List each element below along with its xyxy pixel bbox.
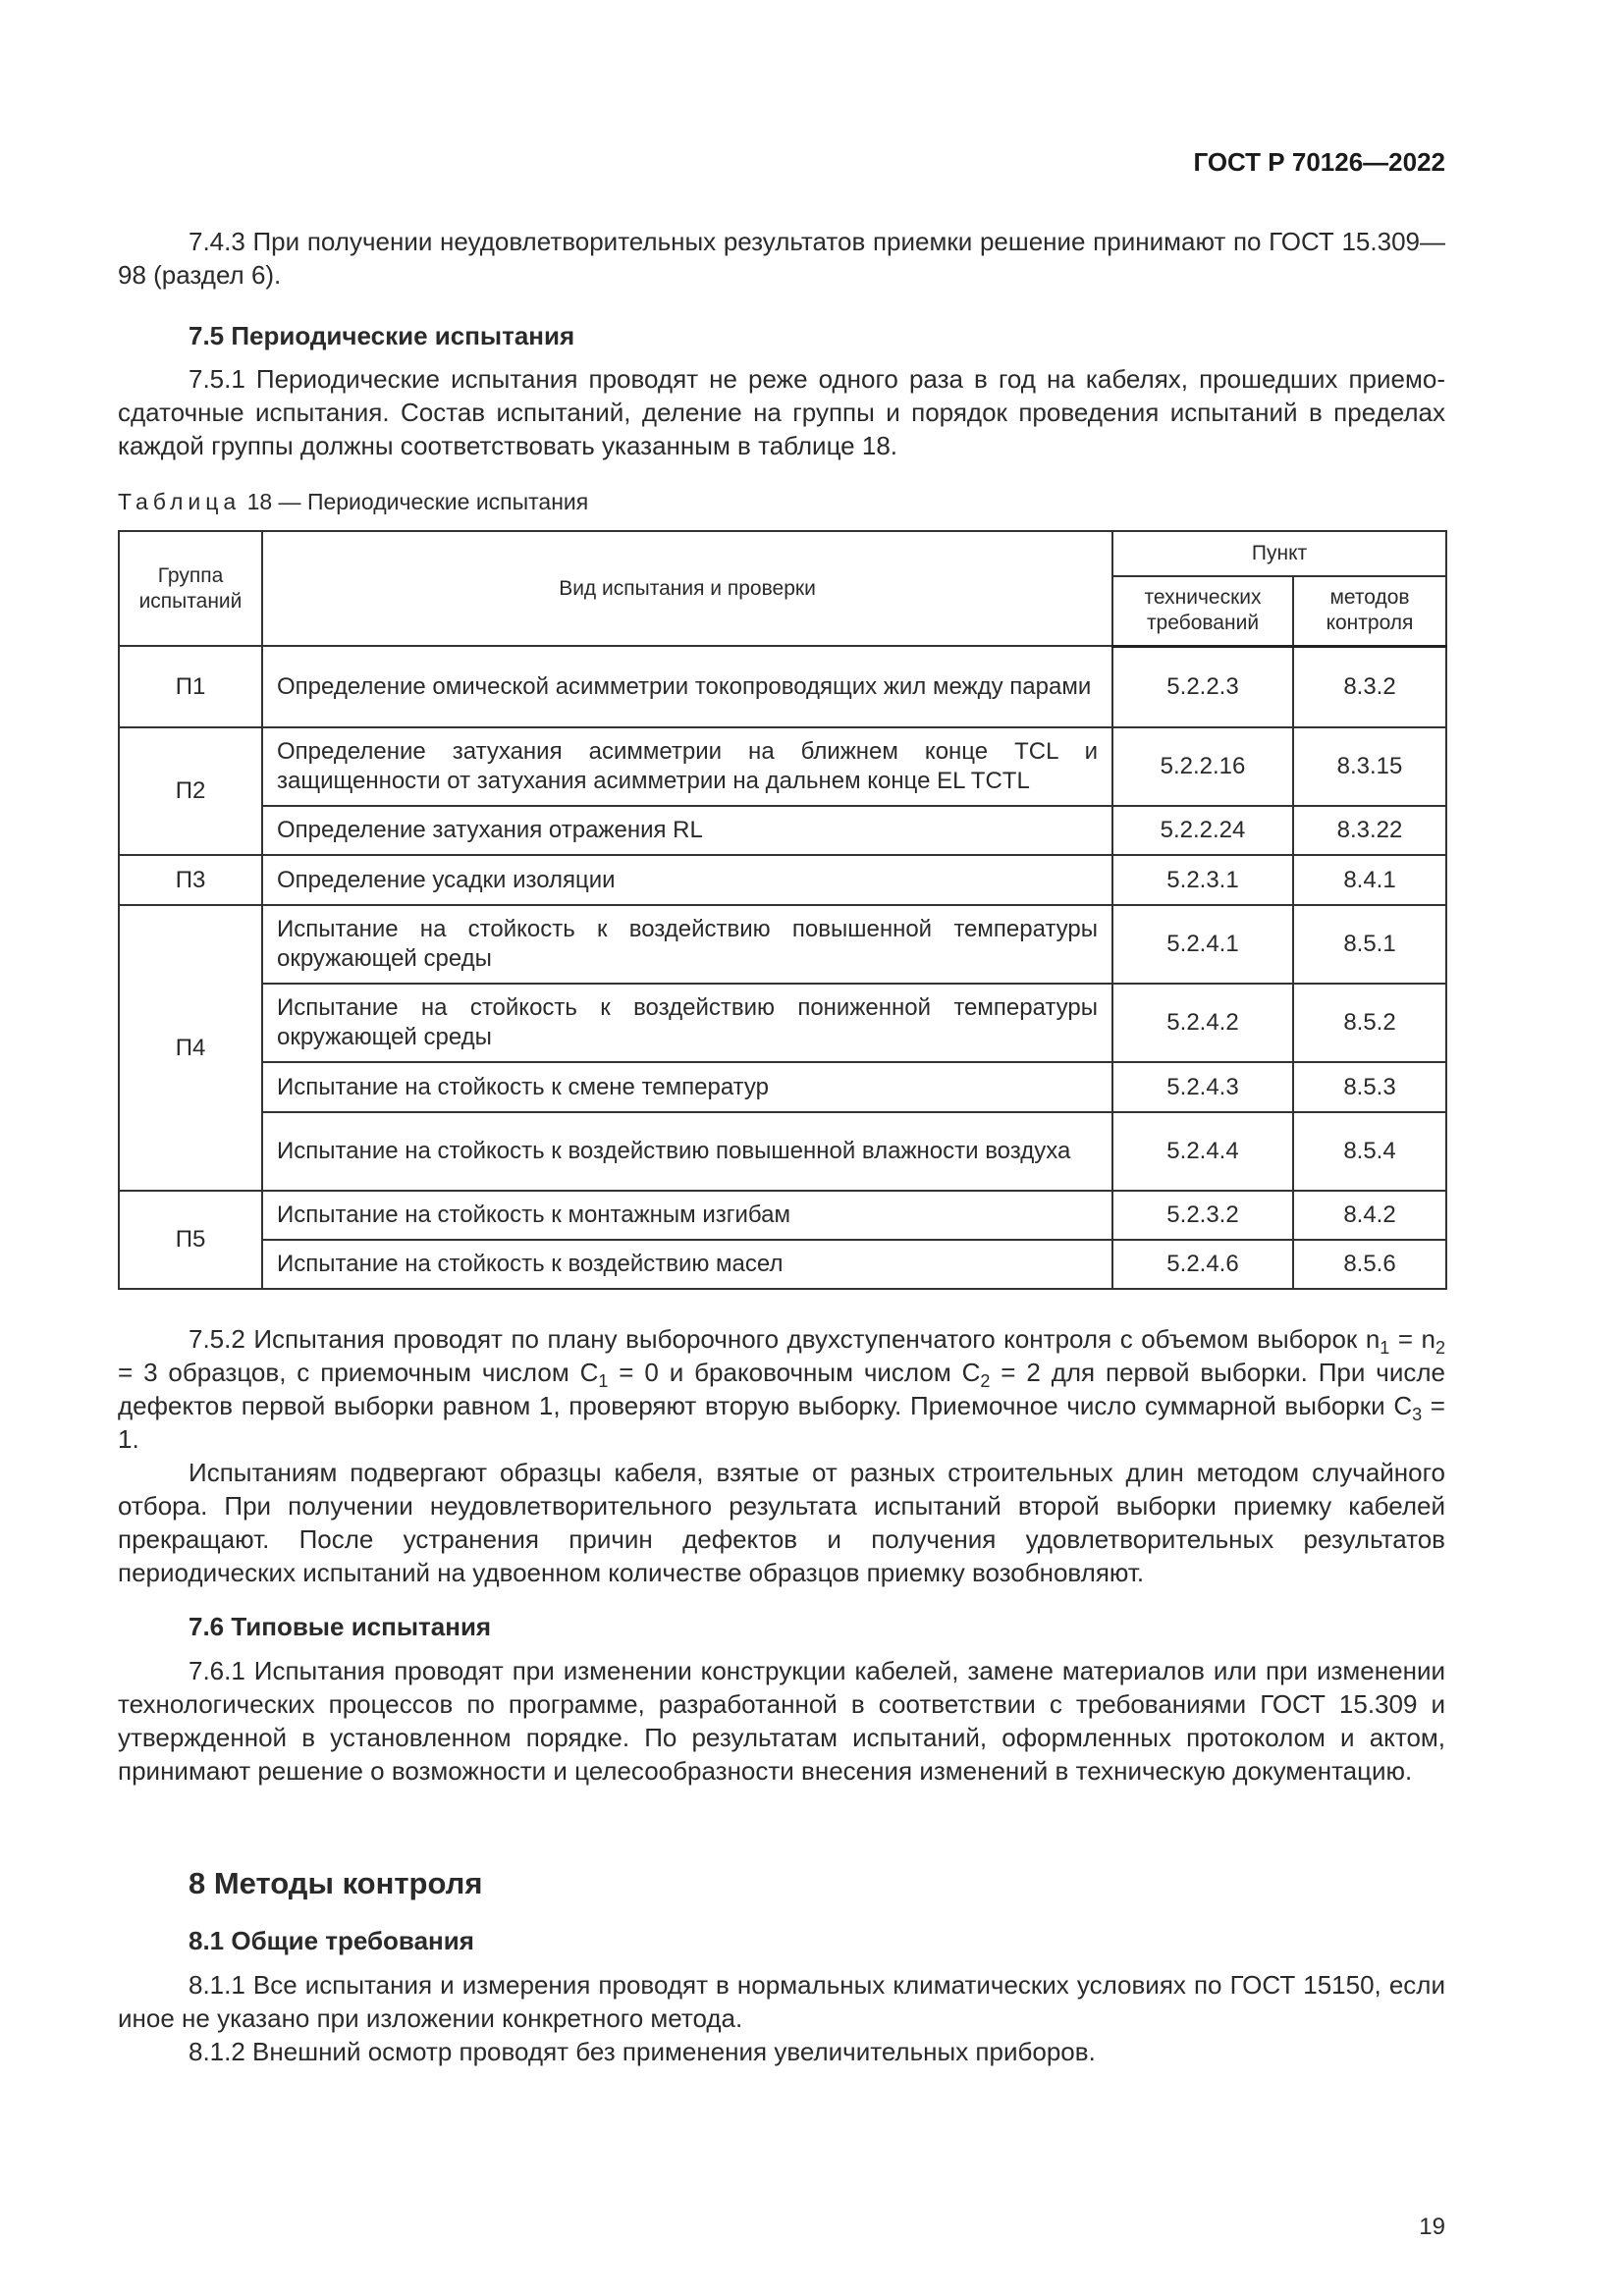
text-run: 7.5.2 Испытания проводят по плану выборочного двухступенчатого контроля с объемом выборок n (189, 1324, 1380, 1354)
tech-req-cell: 5.2.4.1 (1112, 905, 1293, 984)
group-cell: П5 (119, 1191, 262, 1289)
test-name-cell: Определение омической асимметрии токопроводящих жил между парами (262, 646, 1112, 727)
method-cell: 8.4.2 (1293, 1191, 1446, 1240)
column-header-punkt: Пункт (1112, 531, 1446, 576)
table-row (119, 1062, 1446, 1112)
subscript: 3 (1412, 1405, 1423, 1424)
test-name-cell: Испытание на стойкость к воздействию масел (262, 1240, 1112, 1289)
heading-7-6: 7.6 Типовые испытания (189, 1612, 492, 1641)
table-row (119, 727, 1446, 806)
method-cell: 8.5.1 (1293, 905, 1446, 984)
paragraph-7-5-2 (118, 1322, 1445, 1456)
tech-req-cell: 5.2.2.16 (1112, 727, 1293, 806)
paragraph-7-5-2-continued: Испытаниям подвергают образцы кабеля, взятые от разных строительных длин методом случайного отбора. При получении неудовлетворительного результата испытаний второй выборки приемку кабелей прекращают. После устранения причин дефектов и получения удовлетворительных результатов периодических испытаний на удвоенном количестве образцов приемку возобновляют. (118, 1458, 1445, 1587)
group-cell: П4 (119, 905, 262, 1191)
table-caption (118, 487, 588, 516)
page-number: 19 (1419, 2214, 1445, 2240)
tech-req-cell: 5.2.2.24 (1112, 806, 1293, 855)
column-header-kind: Вид испытания и проверки (262, 531, 1112, 646)
table-row (119, 905, 1446, 984)
method-cell: 8.3.2 (1293, 646, 1446, 727)
paragraph-7-4-3: 7.4.3 При получении неудовлетворительных результатов приемки решение принимают по ГОСТ 15.309—98 (раздел 6). (118, 227, 1445, 290)
text-run: = 2 для первой выборки. При числе дефектов первой выборки равном 1, проверяют вторую выборку. Приемочное число суммарной выборки C (118, 1358, 1445, 1420)
test-name-cell: Определение усадки изоляции (262, 855, 1112, 905)
text-run: = 0 и браковочным числом C (608, 1358, 981, 1387)
test-name-cell: Испытание на стойкость к смене температур (262, 1062, 1112, 1112)
method-cell: 8.3.15 (1293, 727, 1446, 806)
table-caption-word: Таблица (118, 489, 242, 514)
paragraph-8-1-1: 8.1.1 Все испытания и измерения проводят в нормальных климатических условиях по ГОСТ 15150, если иное не указано при изложении конкретного метода. (118, 1970, 1445, 2033)
text-run: = 1. (118, 1391, 1445, 1454)
tech-req-cell: 5.2.2.3 (1112, 646, 1293, 727)
group-cell: П3 (119, 855, 262, 905)
column-header-group: Группа испытаний (119, 531, 262, 646)
test-name-cell: Определение затухания отражения RL (262, 806, 1112, 855)
tech-req-cell: 5.2.4.6 (1112, 1240, 1293, 1289)
tech-req-cell: 5.2.4.4 (1112, 1112, 1293, 1191)
heading-7-5: 7.5 Периодические испытания (189, 321, 575, 350)
paragraph-7-5-1: 7.5.1 Периодические испытания проводят не реже одного раза в год на кабелях, прошедших приемо-сдаточные испытания. Состав испытаний, деление на группы и порядок проведения испытаний в пределах каждой группы должны соответствовать указанным в таблице 18. (118, 364, 1445, 460)
subscript: 2 (1435, 1338, 1445, 1358)
subscript: 2 (980, 1371, 991, 1391)
test-name-cell: Определение затухания асимметрии на ближнем конце TCL и защищенности от затухания асимметрии на дальнем конце EL TCTL (262, 727, 1112, 806)
tech-req-cell: 5.2.4.2 (1112, 984, 1293, 1062)
method-cell: 8.5.4 (1293, 1112, 1446, 1191)
method-cell: 8.5.2 (1293, 984, 1446, 1062)
tech-req-cell: 5.2.4.3 (1112, 1062, 1293, 1112)
column-header-methods: методов контроля (1293, 576, 1446, 646)
tech-req-cell: 5.2.3.2 (1112, 1191, 1293, 1240)
column-header-tech: технических требований (1112, 576, 1293, 646)
method-cell: 8.5.3 (1293, 1062, 1446, 1112)
subscript: 1 (598, 1371, 609, 1391)
test-name-cell: Испытание на стойкость к воздействию повышенной температуры окружающей среды (262, 905, 1112, 984)
group-cell: П1 (119, 646, 262, 727)
method-cell: 8.4.1 (1293, 855, 1446, 905)
method-cell: 8.3.22 (1293, 806, 1446, 855)
table-row (119, 1240, 1446, 1289)
heading-8: 8 Методы контроля (189, 1866, 483, 1900)
table-row (119, 1191, 1446, 1240)
text-run: = 3 образцов, с приемочным числом C (118, 1358, 599, 1387)
paragraph-7-6-1: 7.6.1 Испытания проводят при изменении конструкции кабелей, замене материалов или при изменении технологических процессов по программе, разработанной в соответствии с требованиями ГОСТ 15.309 и утвержденной в установленном порядке. По результатам испытаний, оформленных протоколом и актом, принимают решение о возможности и целесообразности внесения изменений в техническую документацию. (118, 1656, 1445, 1786)
method-cell: 8.5.6 (1293, 1240, 1446, 1289)
test-name-cell: Испытание на стойкость к монтажным изгибам (262, 1191, 1112, 1240)
paragraph-8-1-2: 8.1.2 Внешний осмотр проводят без применения увеличительных приборов. (189, 2037, 1096, 2066)
heading-8-1: 8.1 Общие требования (189, 1926, 474, 1955)
tech-req-cell: 5.2.3.1 (1112, 855, 1293, 905)
table-row (119, 855, 1446, 905)
subscript: 1 (1380, 1338, 1390, 1358)
test-name-cell: Испытание на стойкость к воздействию повышенной влажности воздуха (262, 1112, 1112, 1191)
table-row (119, 646, 1446, 727)
table-row (119, 984, 1446, 1062)
document-header: ГОСТ Р 70126—2022 (1193, 147, 1445, 177)
group-cell: П2 (119, 727, 262, 855)
test-name-cell: Испытание на стойкость к воздействию пониженной температуры окружающей среды (262, 984, 1112, 1062)
periodic-tests-table (118, 530, 1447, 1290)
table-caption-text: 18 — Периодические испытания (246, 489, 589, 514)
text-run: = n (1389, 1324, 1435, 1354)
table-row (119, 806, 1446, 855)
table-row (119, 1112, 1446, 1191)
